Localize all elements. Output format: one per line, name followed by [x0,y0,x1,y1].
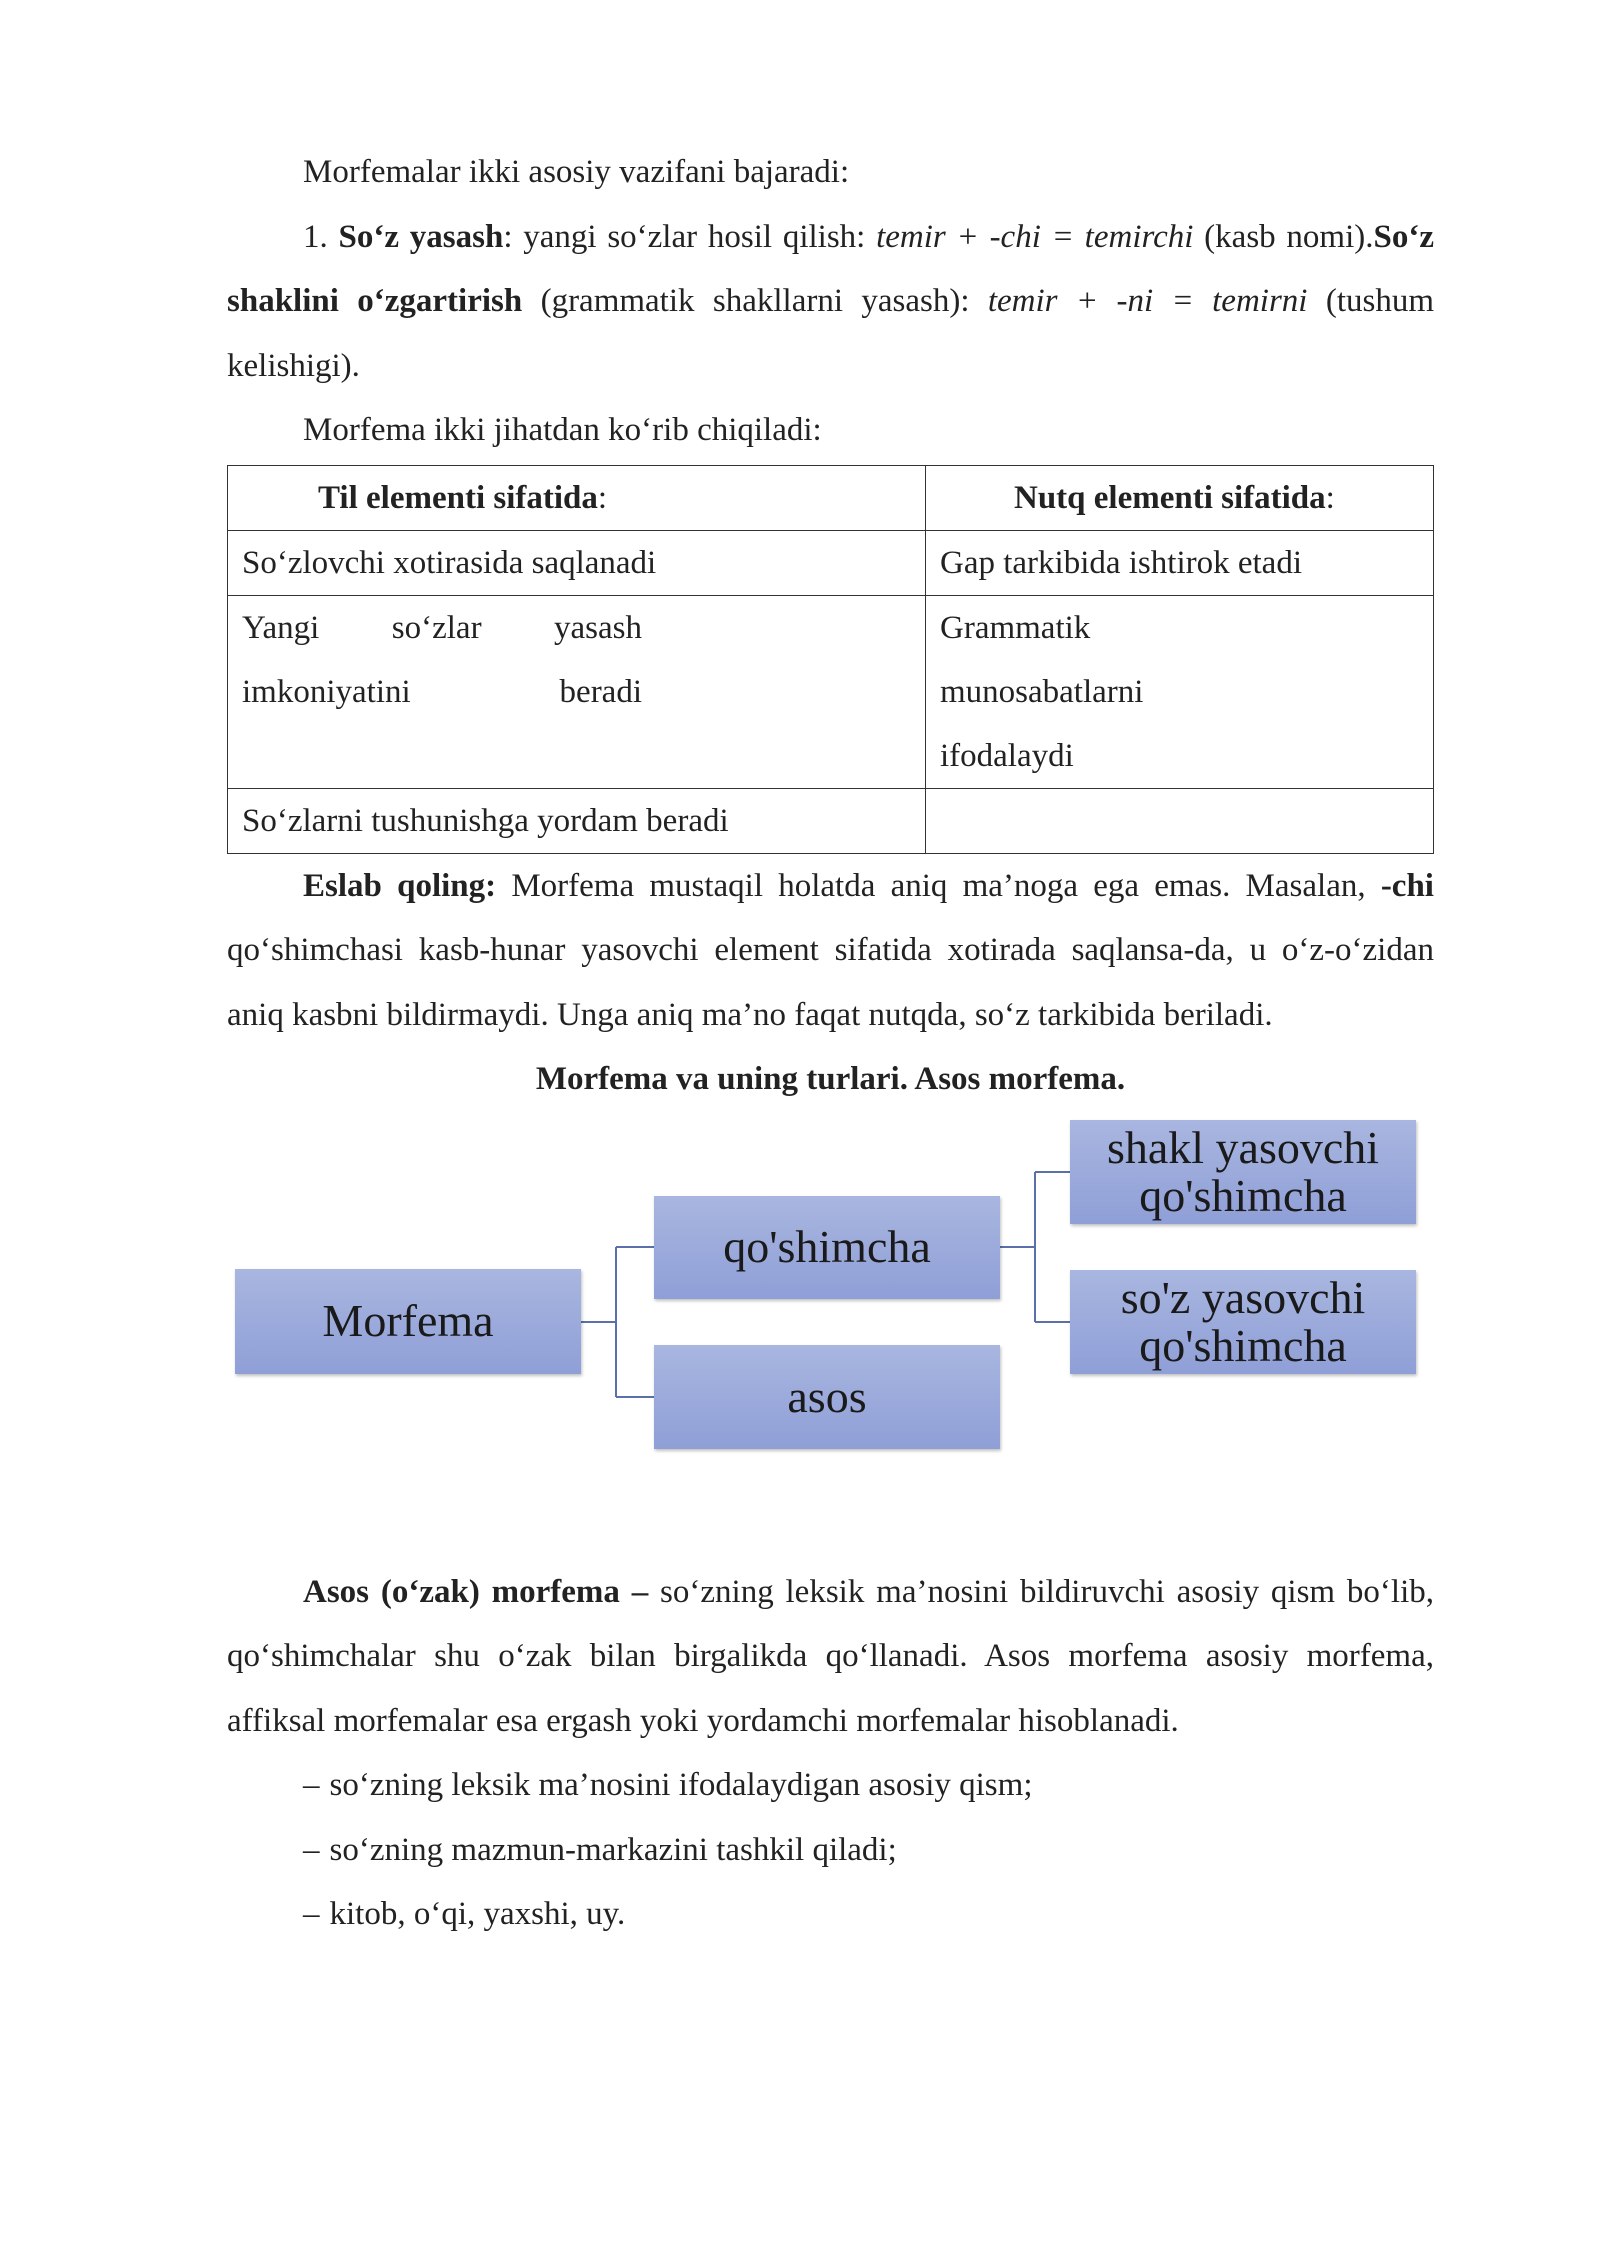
table-row [228,595,1434,788]
list-item-text: so‘zning mazmun-markazini tashkil qiladi; [329,1831,897,1868]
node-shakl-yasovchi [1070,1120,1416,1224]
heading-text: Morfema va uning turlari. Asos morfema. [535,1061,1126,1097]
cell-text: Yangi so‘zlar yasash imkoniyatini beradi [242,609,642,710]
intro-paragraph: Morfemalar ikki asosiy vazifani bajaradi: [303,154,850,190]
table-header-cell [926,465,1434,530]
text-span: so‘zning leksik ma’nosini bildiruvchi asosiy qism bo‘lib, qo‘shimchalar shu o‘zak bilan birgalikda qo‘llanadi. Asos morfema asosiy morfema, affiksal morfemalar esa ergash yoki yordamchi morfemalar hisoblanadi. [227,1573,1434,1739]
node-soz-yasovchi [1070,1270,1416,1374]
node-morfema: Morfema [235,1269,581,1374]
bullet-list [227,1753,1434,1947]
example-temirni: temir + -ni = temirni [987,283,1308,319]
list-item [227,1818,1434,1883]
spacer [227,1506,1434,1560]
node-line: so'z yasovchi [1120,1271,1366,1323]
dash-mark: – [303,1767,320,1803]
text-span: : yangi so‘zlar hosil qilish: [503,218,877,255]
note-label: Eslab qoling: [303,867,497,904]
node-asos: asos [654,1345,1000,1449]
table-cell [926,788,1434,853]
cell-text: Grammatik munosabatlarni ifodalaydi [940,609,1144,774]
asos-paragraph [227,1560,1434,1754]
node-line: qo'shimcha [1139,1319,1347,1371]
aspects-table [227,465,1434,854]
table-cell [228,595,926,788]
morpheme-diagram [227,1116,1434,1506]
text-span: (tushum kelishigi). [227,283,1434,384]
node-line: shakl yasovchi [1106,1121,1380,1173]
note-paragraph [227,854,1434,1048]
header-colon: : [597,479,608,516]
asos-label: Asos (o‘zak) morfema – [303,1573,649,1610]
example-temirchi: temir + -chi = temirchi [876,218,1194,255]
table-header-row [228,465,1434,530]
node-line: qo'shimcha [1139,1169,1347,1221]
table-header-cell [228,465,926,530]
node-qoshimcha: qo'shimcha [654,1196,1000,1299]
document-page [227,140,1434,1947]
list-item [227,1882,1434,1947]
aspects-intro: Morfema ikki jihatdan ko‘rib chiqiladi: [303,412,822,448]
functions-paragraph [227,205,1434,399]
list-item-text: so‘zning leksik ma’nosini ifodalaydigan asosiy qism; [329,1767,1033,1803]
table-row [228,788,1434,853]
header-label: Til elementi sifatida [318,479,598,516]
list-item [227,1753,1434,1818]
section-heading [227,1047,1434,1112]
dash-mark: – [303,1831,320,1868]
item-number: 1. [303,218,339,255]
suffix-chi: -chi [1380,867,1434,904]
table-row [228,530,1434,595]
term-inflection: So‘z shaklini o‘zgartirish [227,218,1435,319]
table-cell: So‘zlarni tushunishga yordam beradi [228,788,926,853]
text-span: Morfema mustaqil holatda aniq ma’noga ega emas. Masalan, [496,867,1381,904]
text-span: qo‘shimchasi kasb-hunar yasovchi element sifatida xotirada saqlansa-da, u o‘z-o‘zidan aniq kasbni bildirmaydi. Unga aniq ma’no faqat nutqda, so‘z tarkibida beriladi. [227,932,1434,1033]
dash-mark: – [303,1896,320,1932]
text-span: (kasb nomi). [1193,218,1374,255]
header-label: Nutq elementi sifatida [1014,479,1326,516]
table-cell [926,595,1434,788]
header-colon: : [1325,479,1335,516]
table-cell: Gap tarkibida ishtirok etadi [926,530,1434,595]
table-cell: So‘zlovchi xotirasida saqlanadi [228,530,926,595]
term-word-formation: So‘z yasash [338,218,504,255]
text-span: (grammatik shakllarni yasash): [522,283,988,319]
list-item-text: kitob, o‘qi, yaxshi, uy. [329,1896,626,1932]
